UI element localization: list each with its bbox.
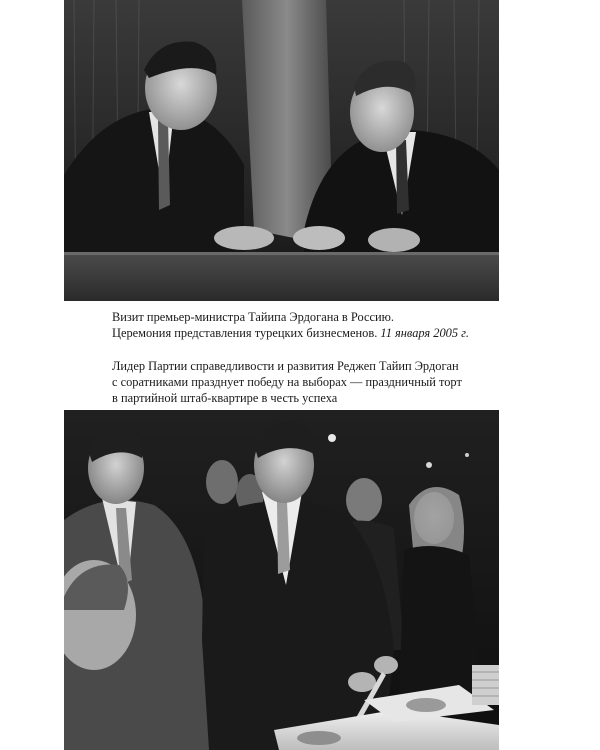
photo-election-celebration	[64, 410, 499, 750]
caption-line	[112, 325, 502, 341]
photo-erdogan-putin-meeting-image	[64, 0, 499, 301]
photo-election-celebration-image	[64, 410, 499, 750]
photo-caption-meeting	[112, 309, 502, 341]
caption-date: 11 января 2005 г.	[380, 326, 469, 340]
photo-caption-celebration	[112, 358, 502, 406]
caption-line: с соратниками празднует победу на выборах — праздничный торт	[112, 375, 462, 389]
caption-text: Церемония представления турецких бизнесменов.	[112, 326, 378, 340]
caption-line: Визит премьер-министра Тайипа Эрдогана в Россию.	[112, 310, 394, 324]
caption-line: Лидер Партии справедливости и развития Реджеп Тайип Эрдоган	[112, 359, 459, 373]
caption-line: в партийной штаб-квартире в честь успеха	[112, 391, 338, 405]
photo-erdogan-putin-meeting	[64, 0, 499, 301]
